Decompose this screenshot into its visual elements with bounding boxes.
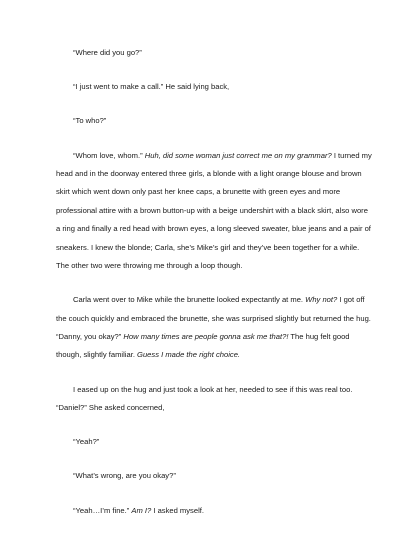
text-run: I eased up on the hug and just took a look at her, needed to see if this was real too. “Daniel?” She asked concerned, bbox=[56, 384, 353, 413]
paragraph bbox=[56, 78, 374, 96]
text-run: “Where did you go?” bbox=[73, 48, 142, 57]
italic-text-run: Am I? bbox=[131, 505, 152, 515]
text-run: “Yeah?” bbox=[73, 437, 100, 447]
paragraph bbox=[56, 147, 374, 276]
italic-text-run: Why not? bbox=[305, 295, 338, 305]
text-run: The hug felt good though, slightly familiar. bbox=[56, 332, 350, 360]
italic-text-run: Huh, did some woman just correct me on my grammar? bbox=[144, 150, 332, 160]
text-run: I got off the couch quickly and embraced the brunette, she was surprised slightly but returned the hug. “Danny, you okay?” bbox=[56, 295, 371, 342]
italic-text-run: How many times are people gonna ask me that?! bbox=[123, 332, 289, 342]
paragraph bbox=[56, 433, 374, 451]
paragraph bbox=[56, 44, 374, 62]
text-run: I turned my head and in the doorway entered three girls, a blonde with a light orange blouse and brown skirt which went down only past her knee caps, a brunette with green eyes and more professional attire with a brown button-up with a beige undershirt with a black skirt, also wore a ring and finally a red head with brown eyes, a long sleeved sweater, blue jeans and a pair of sneakers. I knew the blonde; Carla, she’s Mike’s girl and they’ve been together for a while. The other two were throwing me through a loop though. bbox=[56, 150, 372, 271]
paragraph bbox=[56, 291, 374, 365]
paragraph bbox=[56, 381, 374, 418]
italic-text-run: Guess I made the right choice. bbox=[137, 350, 241, 360]
text-run: “Yeah…I’m fine.” bbox=[73, 505, 132, 515]
text-run: “What’s wrong, are you okay?” bbox=[73, 471, 176, 481]
body-text bbox=[56, 44, 374, 536]
paragraph bbox=[56, 112, 374, 130]
text-run: “Whom love, whom.” bbox=[73, 150, 145, 160]
paragraph bbox=[56, 467, 374, 485]
text-run: “To who?” bbox=[73, 116, 107, 126]
text-run: “I just went to make a call.” He said lying back, bbox=[73, 82, 230, 92]
text-run: I asked myself. bbox=[151, 505, 204, 515]
text-run: Carla went over to Mike while the brunette looked expectantly at me. bbox=[73, 295, 306, 305]
paragraph bbox=[56, 502, 374, 520]
